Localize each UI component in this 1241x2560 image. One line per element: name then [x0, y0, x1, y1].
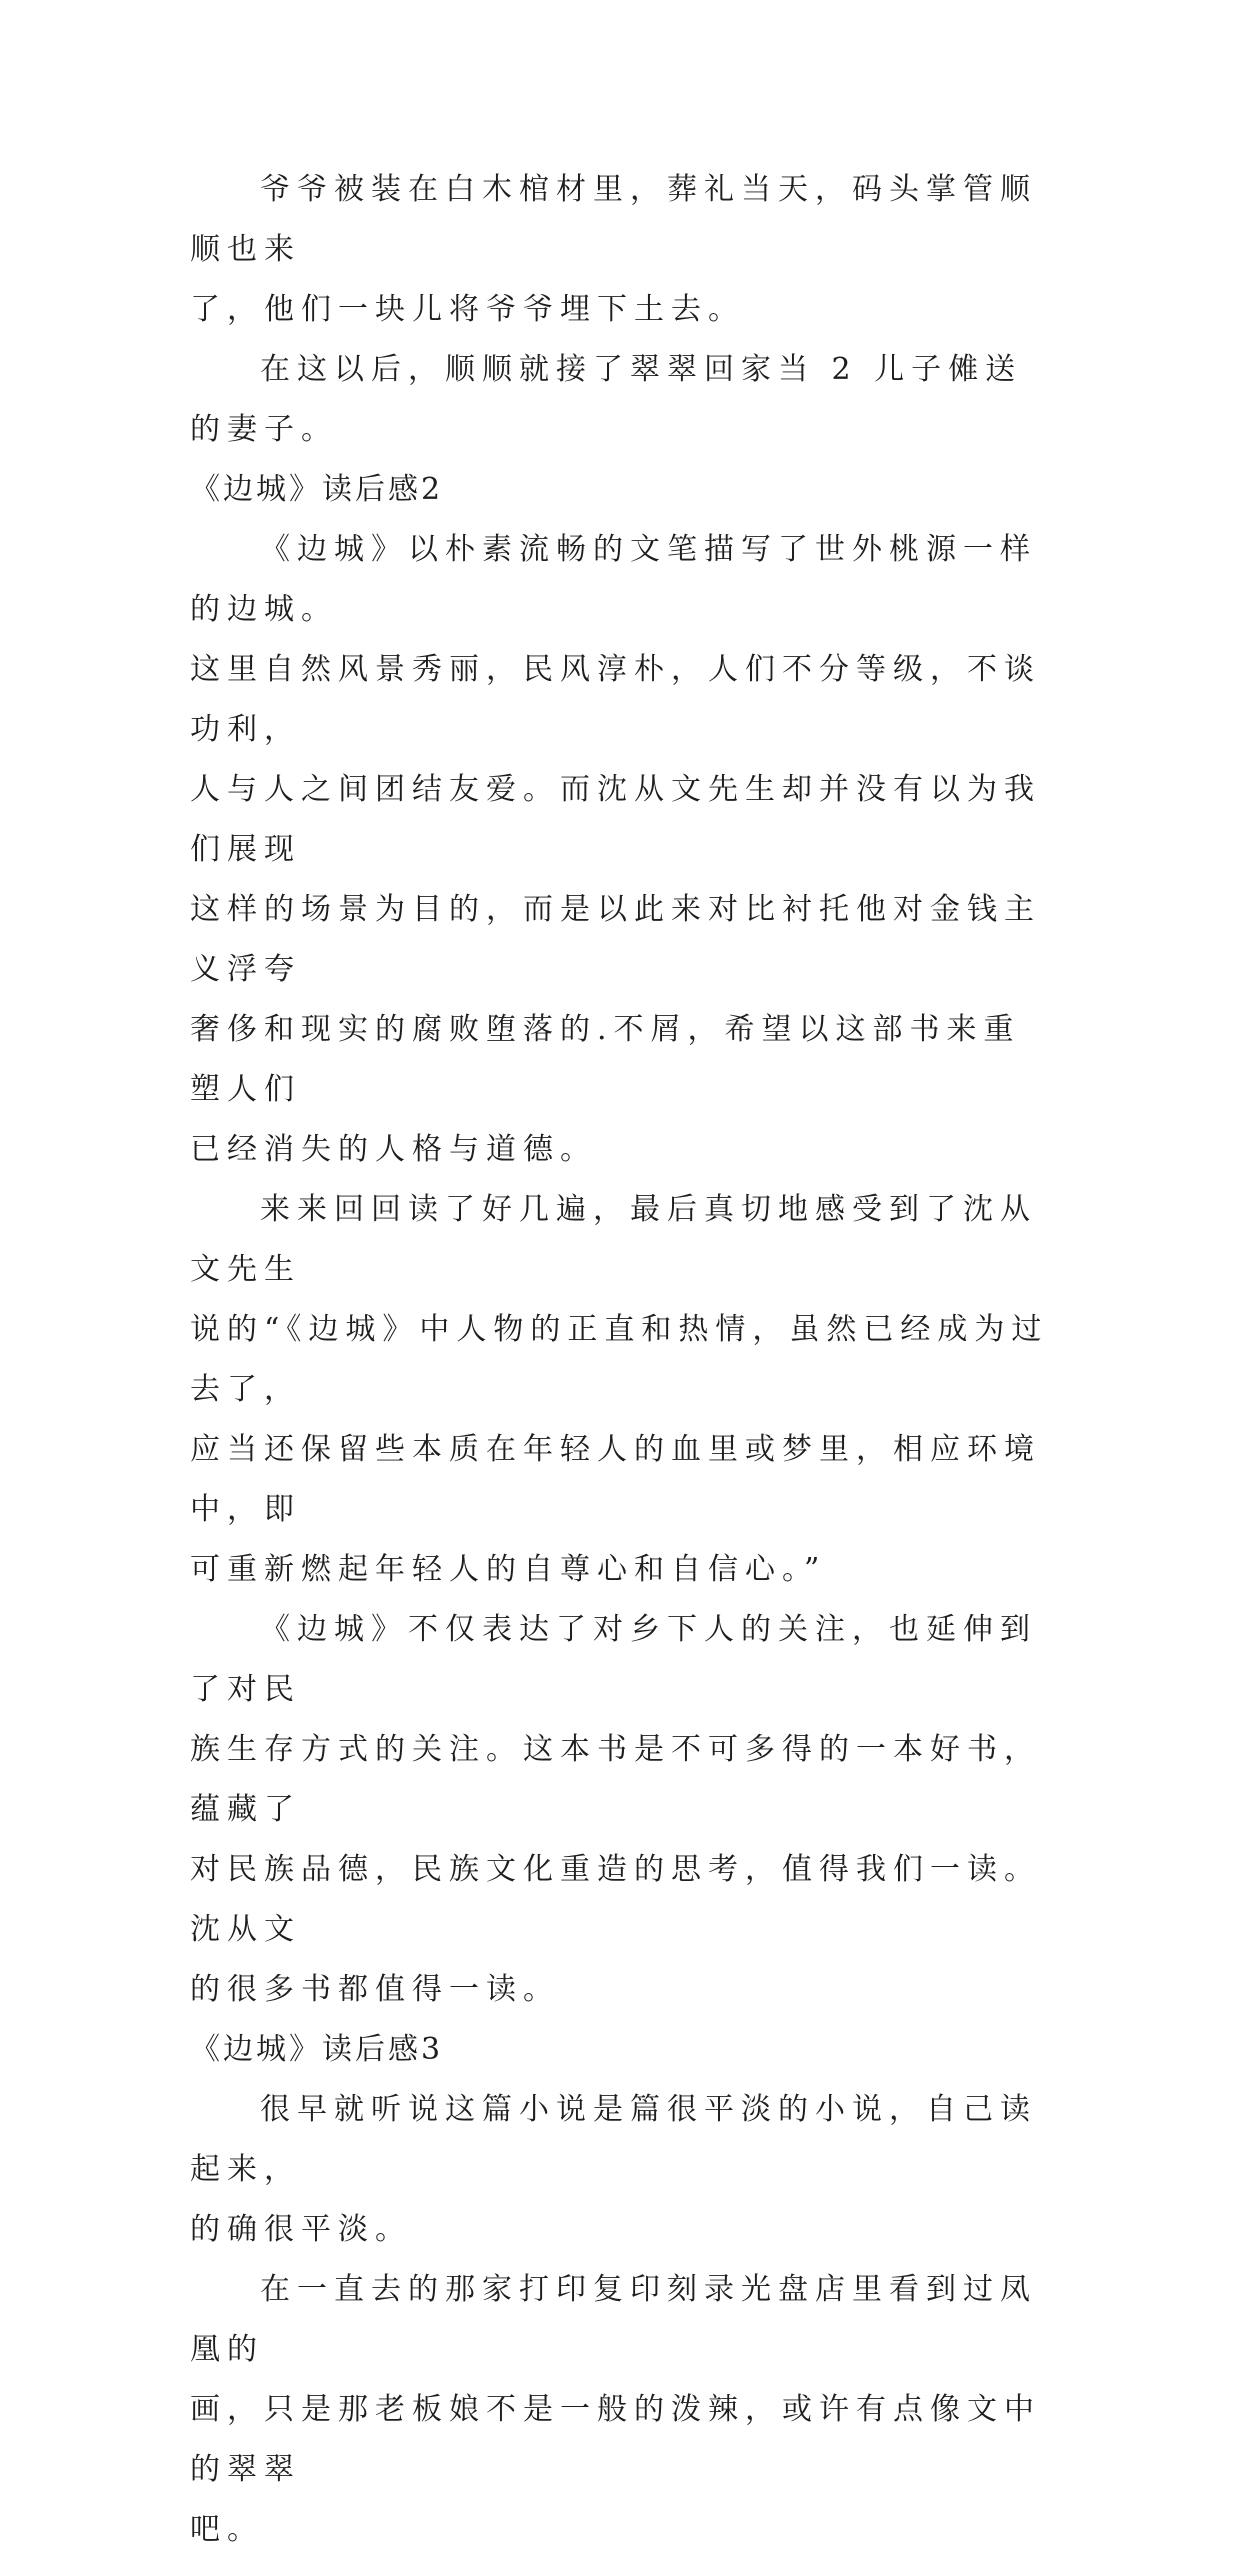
section-heading: 《边城》读后感3 [190, 2032, 444, 2067]
paragraph: 在一直去的那家打印复印刻录光盘店里看到过凤凰的 画，只是那老板娘不是一般的泼辣，或许有点像文中的翠翠 吧。 [190, 2272, 1041, 2547]
document-page [190, 160, 1050, 2560]
paragraph: 爷爷被装在白木棺材里，葬礼当天，码头掌管顺顺也来 了，他们一块儿将爷爷埋下土去。 [190, 172, 1037, 327]
paragraph: 在这以后，顺顺就接了翠翠回家当 2 儿子傩送的妻子。 [190, 352, 1023, 447]
paragraph: 《边城》以朴素流畅的文笔描写了世外桃源一样的边城。 这里自然风景秀丽，民风淳朴，人们不分等级，不谈功利， 人与人之间团结友爱。而沈从文先生却并没有以为我们展现 这样的场景为目的，而是以此来对比衬托他对金钱主义浮夸 奢侈和现实的腐败堕落的.不屑，希望以这部书来重塑人们 已经消失的人格与道德。 [190, 532, 1041, 1167]
paragraph: 很早就听说这篇小说是篇很平淡的小说，自己读起来， 的确很平淡。 [190, 2092, 1037, 2247]
section-heading: 《边城》读后感2 [190, 472, 444, 507]
paragraph: 来来回回读了好几遍，最后真切地感受到了沈从文先生 说的“《边城》中人物的正直和热情，虽然已经成为过去了， 应当还保留些本质在年轻人的血里或梦里，相应环境中，即 可重新燃起年轻人的自尊心和自信心。” [190, 1192, 1049, 1587]
paragraph: 《边城》不仅表达了对乡下人的关注，也延伸到了对民 族生存方式的关注。这本书是不可多得的一本好书，蕴藏了 对民族品德，民族文化重造的思考，值得我们一读。沈从文 的很多书都值得一读。 [190, 1612, 1041, 2007]
